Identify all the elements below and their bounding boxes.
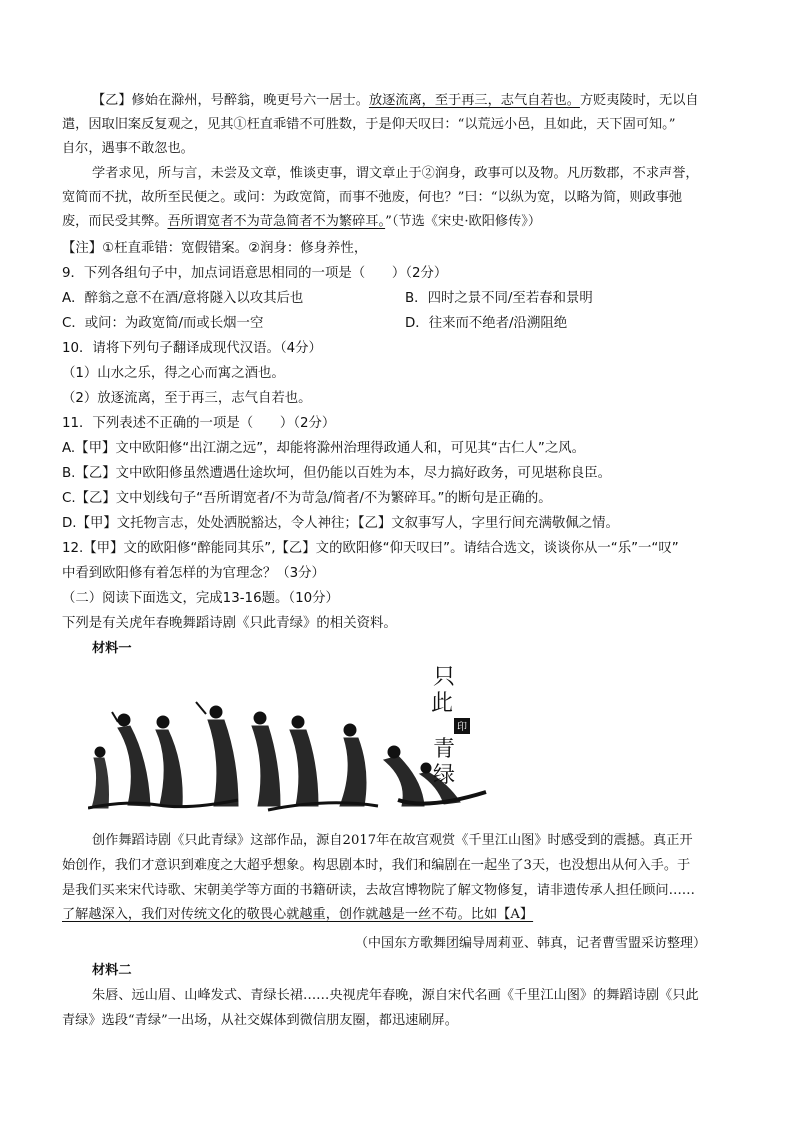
q11-option-a: A.【甲】文中欧阳修“出江湖之远”，却能将滁州治理得政通人和，可见其“古仁人”之风。 [62, 441, 585, 456]
q11-option-b: B.【乙】文中欧阳修虽然遭遇仕途坎坷，但仍能以百姓为本，尽力搞好政务，可见堪称良臣。 [62, 466, 612, 481]
q10-sentence-2: （2）放逐流离，至于再三，志气自若也。 [62, 391, 312, 406]
seal-stamp [454, 718, 470, 734]
material-1-text: 始创作，我们才意识到难度之大超乎想象。构思剧本时，我们和编剧在一起坐了3天，也没想出从何入手。于 [62, 858, 691, 873]
q9-option-a: A．醉翁之意不在酒/意将隧入以攻其后也 [62, 291, 304, 306]
svg-text:印: 印 [457, 722, 467, 733]
material-1-source: （中国东方歌舞团编导周莉亚、韩真，记者曹雪盟采访整理） [355, 936, 707, 951]
dancer-figure [156, 716, 182, 806]
dancer-figure [196, 702, 238, 806]
passage-text: 方贬夷陵时，无以自 [579, 93, 699, 108]
dancer-figure [384, 746, 424, 806]
material-1-label: 材料一 [92, 641, 132, 656]
material-1-text: 是我们买来宋代诗歌、宋朝美学等方面的书籍研读，去故宫博物院了解文物修复，请非遗传承人担任顾问…… [62, 883, 695, 898]
q11-option-d: D.【甲】文托物言志，处处洒脱豁达，令人神往；【乙】文叙事写人，字里行间充满敬佩之情。 [62, 516, 619, 531]
q9-option-b: B．四时之景不同/至若春和景明 [405, 291, 593, 306]
underlined-sentence: 吾所谓宽者不为苛急简者不为繁碎耳。 [167, 214, 386, 229]
q9-option-c: C．或问：为政宽简/而或长烟一空 [62, 316, 264, 331]
passage-text: 【乙】修始在滁州，号醉翁，晚更号六一居士。 [92, 93, 369, 108]
dancer-figure [92, 747, 109, 808]
material-2-text: 青绿》选段“青绿”一出场，从社交媒体到微信朋友圈，都迅速刷屏。 [62, 1013, 458, 1028]
question-10: 10．请将下列句子翻译成现代汉语。（4分） [62, 341, 322, 356]
calligraphy-char: 绿 [432, 763, 456, 788]
dancer-figure [252, 712, 280, 806]
passage-source: ”（节选《宋史·欧阳修传》） [385, 214, 542, 229]
dancer-figure [112, 712, 150, 806]
passage-line [62, 213, 541, 231]
calligraphy-title [431, 665, 455, 788]
passage-line [92, 92, 699, 110]
passage-line: 自尔，遇事不敢忽也。 [62, 141, 194, 156]
passage-line: 学者求见，所与言，未尝及文章，惟谈吏事，谓文章止于②润身，政事可以及物。凡历数郡，不求声誉， [92, 166, 699, 181]
material-1-text: 创作舞蹈诗剧《只此青绿》这部作品，源自2017年在故宫观赏《千里江山图》时感受到的震撼。真正开 [92, 833, 693, 848]
material-2-text: 朱唇、远山眉、山峰发式、青绿长裙……央视虎年春晚，源自宋代名画《千里江山图》的舞蹈诗剧《只此 [92, 988, 699, 1003]
underlined-sentence: 放逐流离，至于再三，志气自若也。 [368, 93, 580, 108]
q9-option-d: D．往来而不绝者/沿溯阻绝 [405, 316, 568, 331]
section-title: （二）阅读下面选文，完成13-16题。（10分） [62, 591, 339, 606]
dancer-figure [340, 724, 366, 806]
passage-line: 遣，因取旧案反复观之，见其①枉直乖错不可胜数，于是仰天叹曰：“以荒远小邑，且如此，天下固可知。” [62, 117, 676, 132]
material-2-label: 材料二 [92, 963, 132, 978]
q10-sentence-1: （1）山水之乐，得之心而寓之酒也。 [62, 366, 285, 381]
question-9: 9．下列各组句子中，加点词语意思相同的一项是（ ）（2分） [62, 266, 448, 281]
q11-option-c: C.【乙】文中划线句子“吾所谓宽者/不为苛急/简者/不为繁碎耳。”的断句是正确的。 [62, 491, 552, 506]
section-intro: 下列是有关虎年春晚舞蹈诗剧《只此青绿》的相关资料。 [62, 616, 397, 631]
calligraphy-char: 此 [430, 691, 454, 716]
question-12-cont: 中看到欧阳修有着怎样的为官理念？（3分） [62, 566, 325, 581]
passage-text: 废，而民受其弊。 [62, 214, 168, 229]
calligraphy-char: 青 [432, 737, 456, 762]
notes: 【注】①枉直乖错：宽假错案。②润身：修身养性， [62, 241, 368, 256]
material-1-underlined: 了解越深入，我们对传统文化的敬畏心就越重，创作就越是一丝不苟。比如【A】 [62, 907, 534, 922]
dance-illustration [88, 660, 488, 820]
dancer-figure [290, 716, 318, 806]
calligraphy-char: 只 [432, 665, 456, 690]
question-12: 12.【甲】文的欧阳修“醉能同其乐”,【乙】文的欧阳修“仰天叹曰”。请结合选文，谈谈你从一“乐”一“叹” [62, 541, 679, 556]
question-11: 11．下列表述不正确的一项是（ ）（2分） [62, 416, 336, 431]
passage-line: 宽简而不扰，故所至民便之。或问：为政宽简，而事不弛废，何也？”曰：“以纵为宽，以略为简，则政事弛 [62, 190, 683, 205]
